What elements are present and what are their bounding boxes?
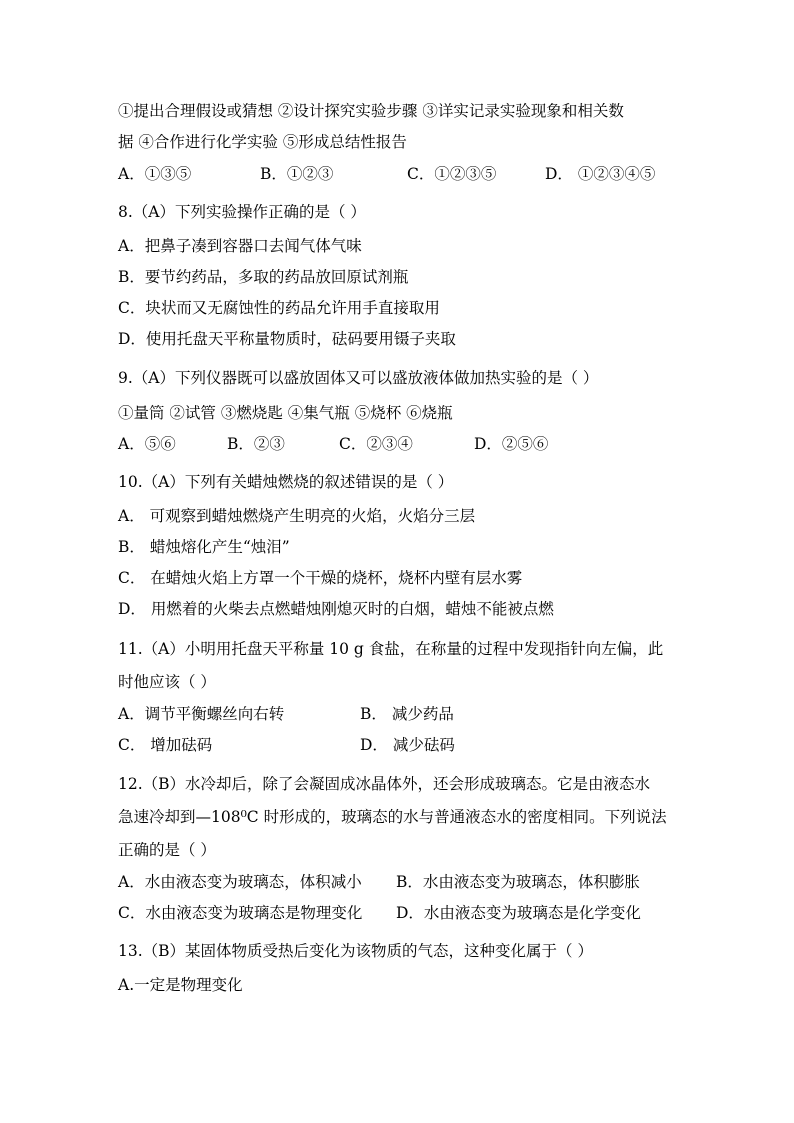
q8-option-c: C．块状而又无腐蚀性的药品允许用手直接取用 [118, 299, 440, 317]
q7-line-2: 据 ④合作进行化学实验 ⑤形成总结性报告 [118, 133, 407, 151]
q13-stem: 13.（B）某固体物质受热后变化为该物质的气态，这种变化属于（ ） [118, 942, 593, 960]
q7-option-b: B．①②③ [260, 165, 334, 183]
q12-line-2: 急速冷却到—108⁰C 时形成的，玻璃态的水与普通液态水的密度相同。下列说法 [118, 808, 667, 826]
q11-option-a: A．调节平衡螺丝向右转 [118, 705, 285, 723]
q9-option-c: C．②③④ [339, 435, 413, 453]
q9-items: ①量筒 ②试管 ③燃烧匙 ④集气瓶 ⑤烧杯 ⑥烧瓶 [118, 404, 453, 422]
q7-option-c: C．①②③⑤ [407, 165, 497, 183]
q9-stem: 9.（A）下列仪器既可以盛放固体又可以盛放液体做加热实验的是（ ） [118, 369, 599, 387]
q8-stem: 8.（A）下列实验操作正确的是（ ） [118, 203, 366, 221]
q10-option-d: D． 用燃着的火柴去点燃蜡烛刚熄灭时的白烟，蜡烛不能被点燃 [118, 600, 554, 618]
q11-line-2: 时他应该（ ） [118, 673, 216, 691]
q11-option-d: D． 减少砝码 [360, 736, 455, 754]
q13-option-a: A.一定是物理变化 [118, 976, 243, 994]
q8-option-d: D．使用托盘天平称量物质时，砝码要用镊子夹取 [118, 330, 456, 348]
q8-option-a: A．把鼻子凑到容器口去闻气体气味 [118, 237, 362, 255]
q12-line-1: 12.（B）水冷却后，除了会凝固成冰晶体外，还会形成玻璃态。它是由液态水 [118, 775, 651, 793]
q10-stem: 10.（A）下列有关蜡烛燃烧的叙述错误的是（ ） [118, 473, 454, 491]
q11-option-b: B． 减少药品 [360, 705, 454, 723]
q7-option-a: A．①③⑤ [118, 165, 192, 183]
q10-option-b: B． 蜡烛熔化产生“烛泪” [118, 538, 290, 556]
q11-option-c: C． 增加砝码 [118, 736, 213, 754]
q10-option-c: C． 在蜡烛火焰上方罩一个干燥的烧杯，烧杯内壁有层水雾 [118, 569, 523, 587]
q12-line-3: 正确的是（ ） [118, 841, 216, 859]
q9-option-d: D．②⑤⑥ [474, 435, 549, 453]
q10-option-a: A． 可观察到蜡烛燃烧产生明亮的火焰，火焰分三层 [118, 507, 476, 525]
q9-option-a: A．⑤⑥ [118, 435, 176, 453]
q12-option-c: C．水由液态变为玻璃态是物理变化 [118, 904, 363, 922]
q12-option-d: D．水由液态变为玻璃态是化学变化 [396, 904, 641, 922]
q9-option-b: B．②③ [227, 435, 285, 453]
q12-option-a: A．水由液态变为玻璃态，体积减小 [118, 873, 362, 891]
q8-option-b: B．要节约药品，多取的药品放回原试剂瓶 [118, 268, 409, 286]
q7-line-1: ①提出合理假设或猜想 ②设计探究实验步骤 ③详实记录实验现象和相关数 [118, 102, 624, 120]
q11-line-1: 11.（A）小明用托盘天平称量 10 g 食盐，在称量的过程中发现指针向左偏，此 [118, 640, 664, 658]
q7-option-d: D． ①②③④⑤ [545, 165, 656, 183]
q12-option-b: B．水由液态变为玻璃态，体积膨胀 [396, 873, 640, 891]
